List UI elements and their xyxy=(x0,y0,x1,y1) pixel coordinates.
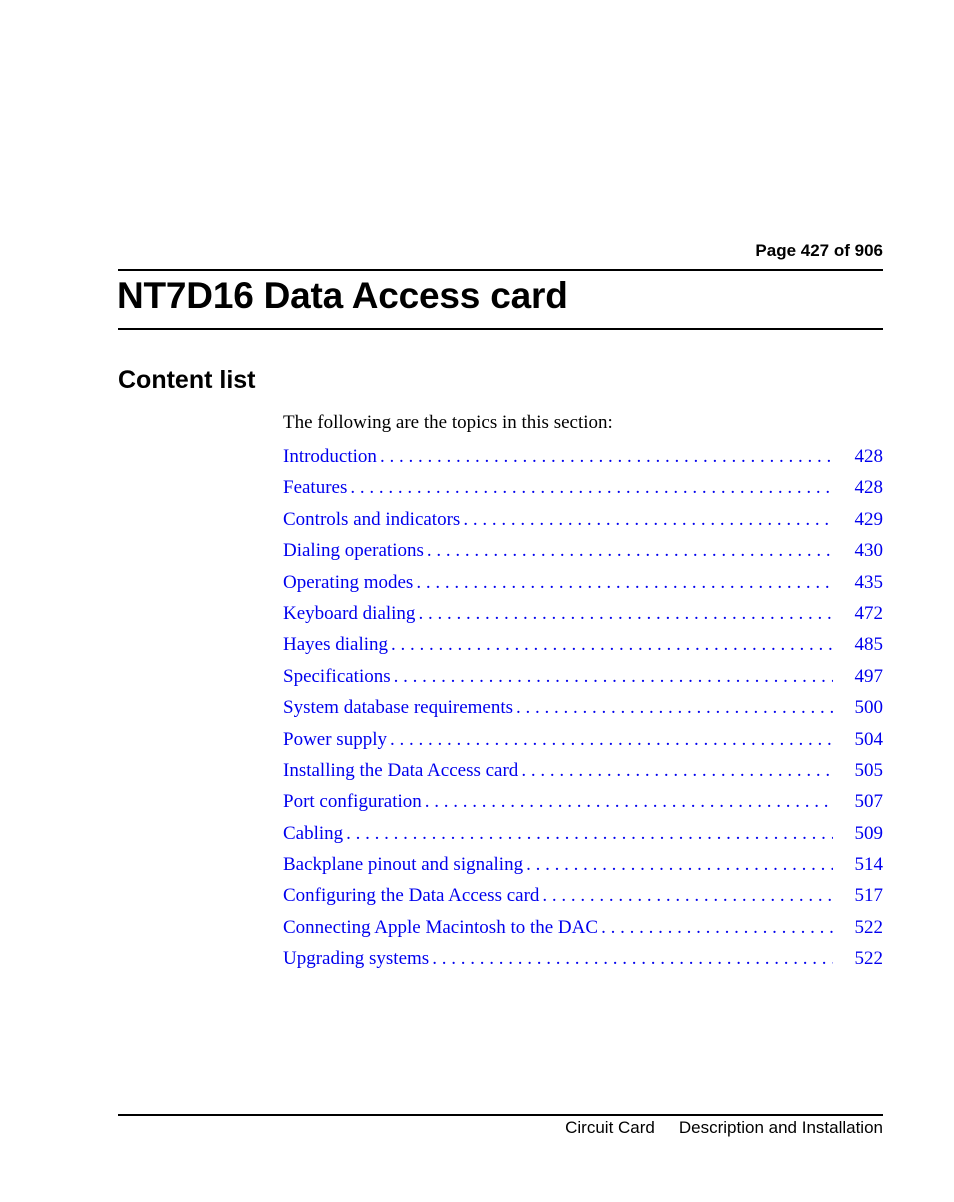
toc-entry-title: Connecting Apple Macintosh to the DAC xyxy=(283,916,599,938)
toc-entry-title: Features xyxy=(283,477,348,499)
toc-entry-link[interactable] xyxy=(283,852,883,883)
toc-entry-link[interactable] xyxy=(283,444,883,475)
toc-entry-title: Configuring the Data Access card xyxy=(283,885,540,907)
toc-entry-title: Cabling xyxy=(283,822,344,844)
toc-dot-leader xyxy=(463,507,832,533)
intro-text: The following are the topics in this section: xyxy=(283,412,613,433)
toc-entry-title: Controls and indicators xyxy=(283,508,461,530)
toc-entry-page: 514 xyxy=(854,854,883,876)
toc-dot-leader xyxy=(390,727,833,753)
toc-entry-link[interactable] xyxy=(283,915,883,946)
toc-entry-page: 507 xyxy=(854,791,883,813)
toc-dot-leader xyxy=(418,601,832,627)
footer-document-type: Circuit Card xyxy=(565,1118,655,1137)
toc-dot-leader xyxy=(391,632,832,658)
page-number: Page 427 of 906 xyxy=(755,241,883,260)
toc-entry-link[interactable] xyxy=(283,507,883,538)
toc-entry-title: Hayes dialing xyxy=(283,634,389,656)
toc-entry-link[interactable] xyxy=(283,946,883,977)
toc-dot-leader xyxy=(380,444,833,470)
toc-dot-leader xyxy=(542,883,832,909)
section-heading: Content list xyxy=(118,366,256,394)
toc-entry-page: 517 xyxy=(854,885,883,907)
toc-entry-title: Introduction xyxy=(283,446,377,467)
toc-entry-page: 509 xyxy=(854,822,883,844)
toc-entry-link[interactable] xyxy=(283,601,883,632)
toc-entry-page: 497 xyxy=(854,665,883,687)
toc-dot-leader xyxy=(425,789,833,815)
toc-entry-title: Keyboard dialing xyxy=(283,602,416,624)
toc-dot-leader xyxy=(427,538,833,564)
toc-entry-title: Installing the Data Access card xyxy=(283,759,519,781)
toc-dot-leader xyxy=(346,821,832,847)
toc-dot-leader xyxy=(516,695,832,721)
toc-entry-title: Upgrading systems xyxy=(283,948,430,970)
toc-dot-leader xyxy=(394,664,833,690)
toc-entry-title: System database requirements xyxy=(283,697,514,719)
toc-entry-link[interactable] xyxy=(283,883,883,914)
toc-entry-page: 428 xyxy=(854,477,883,499)
toc-entry-title: Power supply xyxy=(283,728,387,750)
toc-entry-page: 522 xyxy=(854,916,883,938)
toc-entry-page: 505 xyxy=(854,759,883,781)
toc-entry-page: 504 xyxy=(854,728,883,750)
title-rule xyxy=(118,328,883,330)
toc-dot-leader xyxy=(432,946,832,972)
toc-entry-link[interactable] xyxy=(283,821,883,852)
toc-entry-link[interactable] xyxy=(283,727,883,758)
footer-rule xyxy=(118,1114,883,1116)
toc-entry-title: Backplane pinout and signaling xyxy=(283,854,524,876)
toc-dot-leader xyxy=(521,758,832,784)
toc-entry-title: Operating modes xyxy=(283,571,414,593)
toc-entry-page: 500 xyxy=(854,697,883,719)
toc-entry-link[interactable] xyxy=(283,632,883,663)
toc-entry-title: Port configuration xyxy=(283,791,422,813)
toc-dot-leader xyxy=(350,475,832,501)
footer xyxy=(565,1117,883,1139)
toc-entry-link[interactable] xyxy=(283,695,883,726)
toc-entry-link[interactable] xyxy=(283,570,883,601)
toc-dot-leader xyxy=(526,852,832,878)
toc-entry-link[interactable] xyxy=(283,538,883,569)
toc-entry-title: Dialing operations xyxy=(283,540,424,562)
table-of-contents xyxy=(283,444,883,978)
top-rule xyxy=(118,269,883,271)
toc-dot-leader xyxy=(416,570,832,596)
toc-entry-title: Specifications xyxy=(283,665,391,687)
toc-dot-leader xyxy=(601,915,832,941)
toc-entry-page: 435 xyxy=(854,571,883,593)
toc-entry-page: 522 xyxy=(854,948,883,970)
toc-entry-link[interactable] xyxy=(283,789,883,820)
toc-entry-page: 429 xyxy=(854,508,883,530)
toc-entry-page: 430 xyxy=(854,540,883,562)
toc-entry-link[interactable] xyxy=(283,758,883,789)
toc-entry-page: 472 xyxy=(854,602,883,624)
chapter-title: NT7D16 Data Access card xyxy=(117,275,568,316)
toc-entry-link[interactable] xyxy=(283,664,883,695)
toc-entry-link[interactable] xyxy=(283,475,883,506)
toc-entry-page: 428 xyxy=(854,446,883,467)
toc-entry-page: 485 xyxy=(854,634,883,656)
footer-document-title: Description and Installation xyxy=(678,1118,883,1137)
